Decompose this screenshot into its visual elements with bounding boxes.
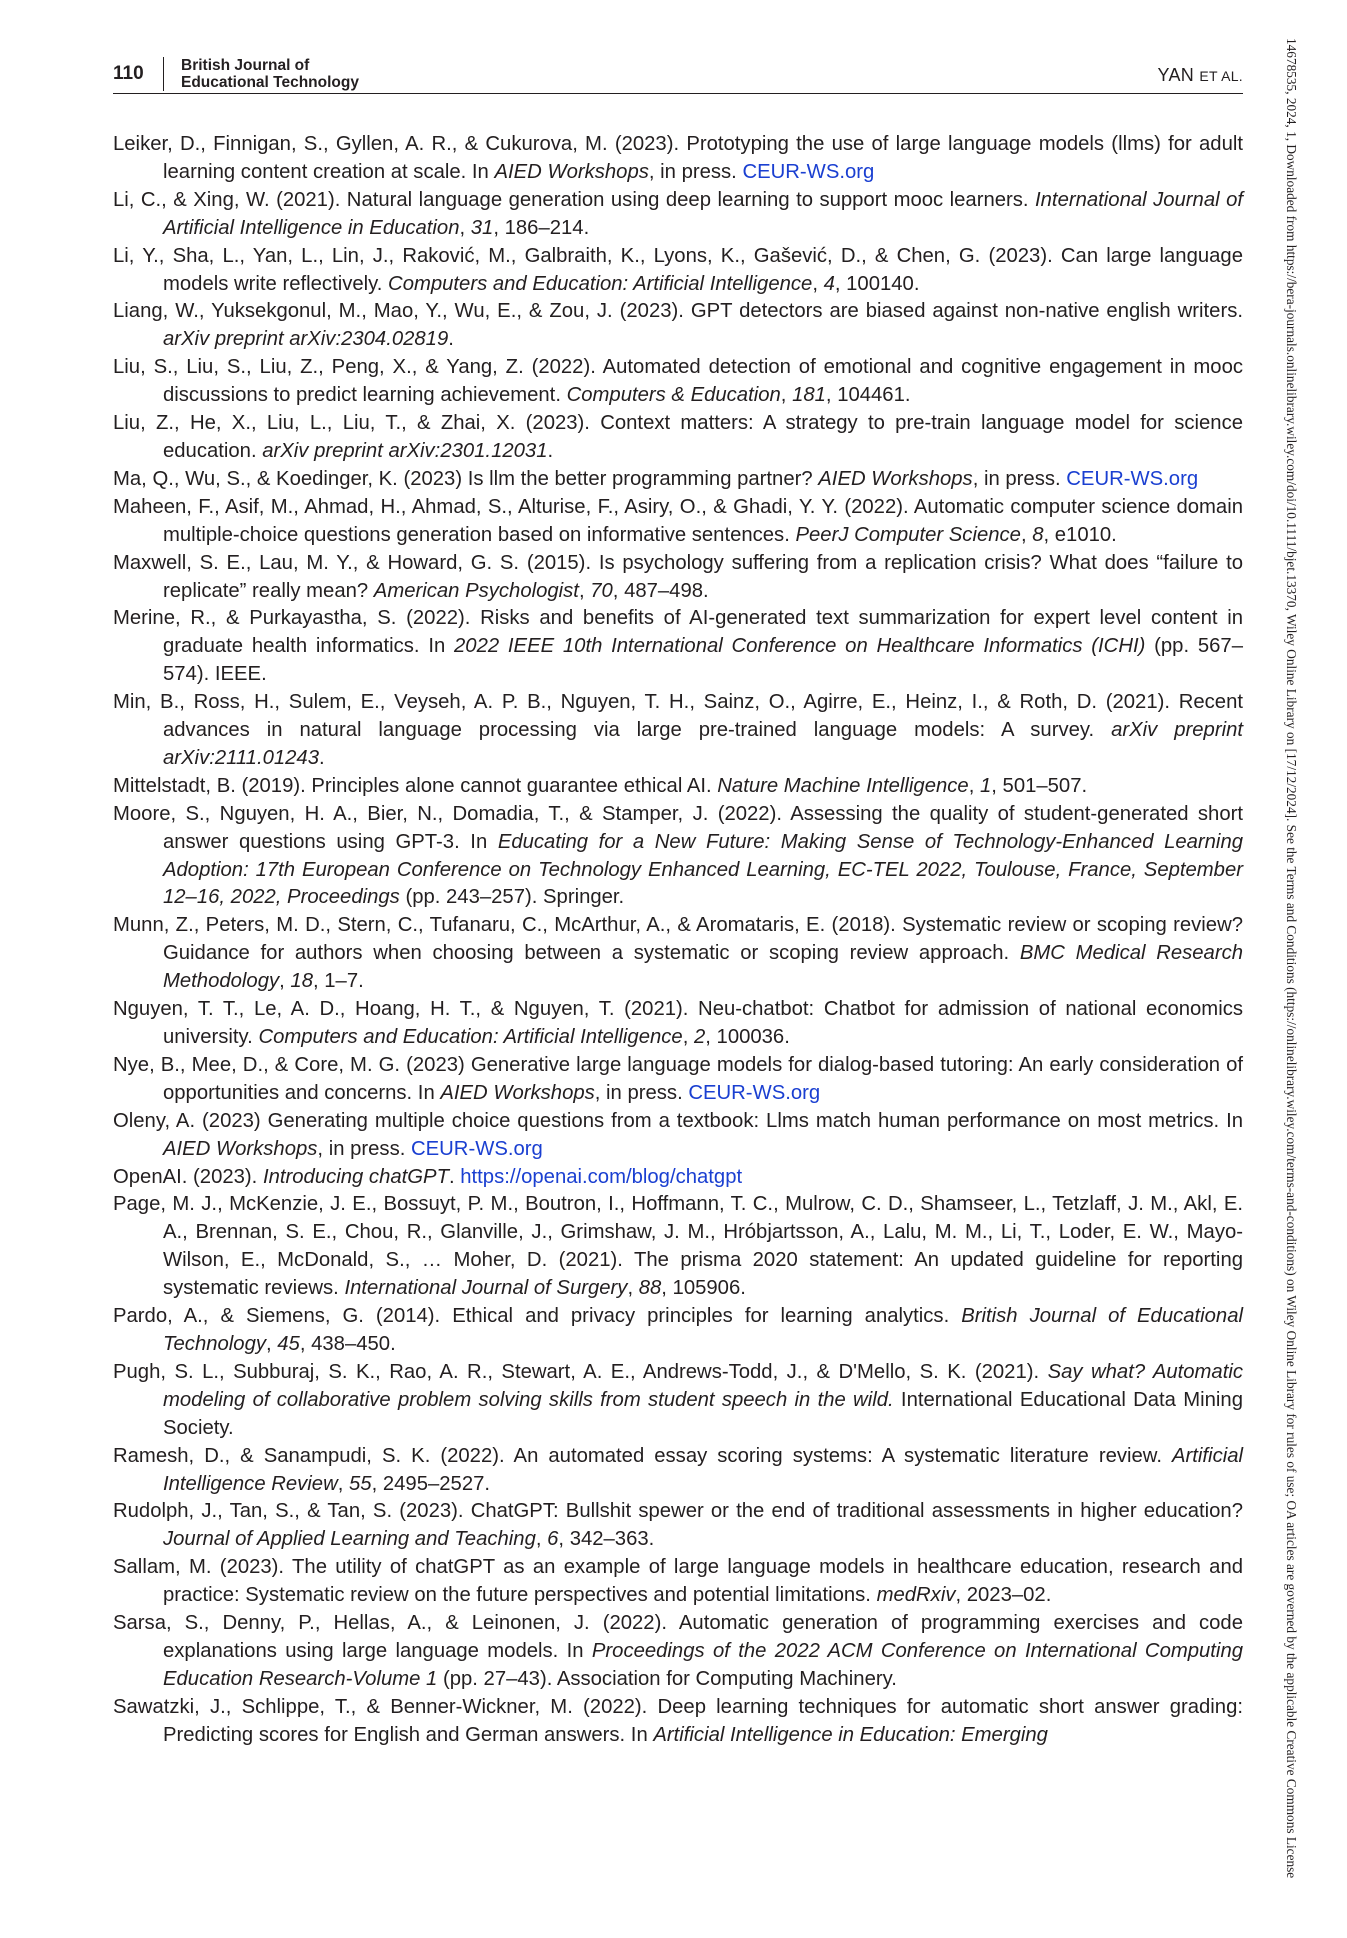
reference-entry	[113, 912, 1243, 996]
reference-italic-text: Introducing chatGPT	[262, 1165, 449, 1188]
reference-text: (pp. 567–574). IEEE.	[163, 635, 1243, 686]
reference-text: ,	[812, 272, 824, 295]
reference-text: Maxwell, S. E., Lau, M. Y., & Howard, G. S. (2015). Is psychology suffering from a replication crisis? What does “failure to replicate” really mean?	[113, 551, 1243, 602]
reference-entry	[113, 1610, 1243, 1694]
reference-text: ,	[627, 1277, 639, 1300]
reference-entry	[113, 1303, 1243, 1359]
reference-text: ,	[682, 1026, 694, 1048]
reference-italic-text: Computers and Education: Artificial Intelligence	[388, 272, 813, 295]
reference-entry	[113, 773, 1243, 801]
journal-title	[181, 57, 359, 91]
reference-italic-text: AIED Workshops	[818, 467, 973, 490]
reference-text: , 100036.	[705, 1026, 790, 1048]
reference-text: .	[547, 439, 554, 462]
reference-text: Ma, Q., Wu, S., & Koedinger, K. (2023) Is llm the better programming partner?	[113, 467, 819, 490]
reference-entry	[113, 354, 1243, 410]
reference-entry	[113, 996, 1243, 1052]
reference-text: ,	[459, 216, 471, 239]
reference-text: Sawatzki, J., Schlippe, T., & Benner-Wickner, M. (2022). Deep learning techniques for automatic short answer grading: Predicting scores for English and German answers. In	[113, 1695, 1243, 1746]
reference-italic-text: Artificial Intelligence Review	[163, 1444, 1243, 1495]
reference-text: ,	[578, 579, 591, 602]
reference-italic-text: BMC Medical Research Methodology	[163, 942, 1244, 993]
reference-text: , 487–498.	[612, 579, 709, 602]
reference-text: Pardo, A., & Siemens, G. (2014). Ethical and privacy principles for learning analytics.	[113, 1305, 962, 1328]
reference-text: , in press.	[648, 160, 743, 183]
reference-text: , 104461.	[825, 384, 911, 407]
reference-text: , e1010.	[1043, 523, 1117, 546]
reference-text: .	[318, 746, 325, 769]
reference-entry	[113, 1164, 1243, 1192]
reference-italic-text: 181	[792, 384, 826, 407]
reference-link[interactable]: CEUR-WS.org	[1066, 467, 1199, 490]
journal-title-line1: British Journal of	[181, 57, 310, 74]
reference-entry	[113, 605, 1243, 689]
reference-list	[113, 131, 1243, 1750]
reference-text: , 1–7.	[312, 970, 364, 993]
reference-text: , 105906.	[661, 1277, 746, 1300]
reference-italic-text: 2	[693, 1026, 706, 1048]
header-rule	[113, 93, 1243, 94]
reference-entry	[113, 1052, 1243, 1108]
reference-italic-text: British Journal of Educational Technology	[163, 1305, 1243, 1355]
reference-text: International Educational Data Mining Society.	[163, 1388, 1243, 1439]
reference-text: Maheen, F., Asif, M., Ahmad, H., Ahmad, S., Alturise, F., Asiry, O., & Ghadi, Y. Y. (2022). Automatic computer science domain multiple-choice questions generation based on informative sentences.	[113, 495, 1243, 546]
reference-entry	[113, 1443, 1243, 1499]
reference-italic-text: Proceedings of the 2022 ACM Conference on International Computing Education Research-Volume 1	[163, 1639, 1243, 1690]
reference-entry	[113, 187, 1243, 243]
reference-text: (pp. 27–43). Association for Computing Machinery.	[437, 1667, 897, 1690]
reference-text: Sallam, M. (2023). The utility of chatGPT as an example of large language models in healthcare education, research and practice: Systematic review on the future perspectives and potential limitations.	[113, 1556, 1243, 1607]
reference-entry	[113, 131, 1243, 187]
reference-italic-text: AIED Workshops	[494, 160, 649, 183]
reference-text: Oleny, A. (2023) Generating multiple choice questions from a textbook: Llms match human performance on most metrics. In	[113, 1109, 1243, 1132]
reference-text: , 2023–02.	[955, 1584, 1052, 1607]
reference-italic-text: medRxiv	[876, 1584, 956, 1607]
reference-text: OpenAI. (2023).	[113, 1165, 263, 1188]
reference-text: Pugh, S. L., Subburaj, S. K., Rao, A. R., Stewart, A. E., Andrews-Todd, J., & D'Mello, S. K. (2021).	[113, 1360, 1048, 1383]
reference-italic-text: 4	[823, 272, 835, 295]
reference-text: Rudolph, J., Tan, S., & Tan, S. (2023). ChatGPT: Bullshit spewer or the end of traditional assessments in higher education?	[113, 1500, 1243, 1523]
reference-italic-text: Say what? Automatic modeling of collaborative problem solving skills from student speech in the wild.	[163, 1360, 1243, 1411]
reference-italic-text: International Journal of Surgery	[344, 1277, 628, 1300]
reference-text: Sarsa, S., Denny, P., Hellas, A., & Leinonen, J. (2022). Automatic generation of programming exercises and code explanations using large language models. In	[113, 1612, 1243, 1662]
reference-italic-text: 55	[349, 1472, 372, 1495]
reference-italic-text: Artificial Intelligence in Education: Emerging	[653, 1723, 1048, 1746]
reference-text: Liu, Z., He, X., Liu, L., Liu, T., & Zhai, X. (2023). Context matters: A strategy to pre-train language model for science education.	[113, 412, 1243, 462]
reference-italic-text: 1	[979, 774, 992, 797]
reference-text: Liu, S., Liu, S., Liu, Z., Peng, X., & Yang, Z. (2022). Automated detection of emotional and cognitive engagement in mooc discussions to predict learning achievement.	[113, 356, 1243, 407]
reference-entry	[113, 466, 1243, 494]
reference-italic-text: 31	[470, 216, 494, 239]
reference-italic-text: arXiv preprint arXiv:2111.01243	[163, 719, 1244, 769]
reference-text: , 342–363.	[558, 1528, 655, 1551]
page-header	[113, 57, 1243, 97]
reference-italic-text: 70	[590, 579, 613, 602]
reference-italic-text: 18	[290, 970, 313, 993]
reference-text: , 501–507.	[991, 774, 1088, 797]
reference-italic-text: Computers & Education	[566, 384, 781, 407]
reference-text: Liang, W., Yuksekgonul, M., Mao, Y., Wu, E., & Zou, J. (2023). GPT detectors are biased against non-native english writers.	[113, 300, 1243, 323]
reference-text: , in press.	[317, 1137, 411, 1160]
reference-text: Min, B., Ross, H., Sulem, E., Veyseh, A. P. B., Nguyen, T. H., Sainz, O., Agirre, E., Heinz, I., & Roth, D. (2021). Recent advances in natural language processing via large pre-trained language models: A survey.	[113, 691, 1243, 742]
reference-text: Munn, Z., Peters, M. D., Stern, C., Tufanaru, C., McArthur, A., & Aromataris, E. (2018). Systematic review or scoping review? Guidance for authors when choosing between a systematic or scoping review approach.	[113, 914, 1243, 965]
reference-entry	[113, 1498, 1243, 1554]
download-sidebar: 14678535, 2024, 1, Downloaded from https://bera-journals.onlinelibrary.wiley.com/doi/10.1111/bjet.13370, Wiley Online Library on [17/12/2024]. See the Terms and Conditions (https://onlinelibrary.wiley.com/terms-and-conditions) on Wiley Online Library for rules of use; OA articles are governed by the applicable Creative Commons License	[1284, 38, 1299, 1879]
reference-text: , 100140.	[834, 272, 920, 295]
reference-text: ,	[780, 384, 793, 407]
reference-italic-text: arXiv preprint arXiv:2301.12031	[262, 439, 548, 462]
reference-italic-text: Journal of Applied Learning and Teaching	[163, 1528, 536, 1551]
reference-text: ,	[535, 1528, 548, 1551]
reference-italic-text: 45	[277, 1332, 300, 1355]
reference-link[interactable]: CEUR-WS.org	[688, 1081, 821, 1104]
reference-entry	[113, 1359, 1243, 1443]
reference-entry	[113, 801, 1243, 913]
reference-text: ,	[279, 970, 291, 993]
page-number: 110	[113, 63, 144, 84]
reference-text: , in press.	[972, 467, 1067, 490]
reference-text: .	[448, 328, 454, 351]
reference-link[interactable]: CEUR-WS.org	[742, 160, 875, 183]
reference-italic-text: American Psychologist	[373, 579, 579, 602]
reference-entry	[113, 298, 1243, 354]
reference-italic-text: 6	[547, 1528, 559, 1551]
running-author-suffix: ET AL.	[1199, 68, 1243, 84]
reference-italic-text: 88	[638, 1277, 662, 1300]
reference-entry	[113, 1694, 1243, 1750]
reference-italic-text: arXiv preprint arXiv:2304.02819	[163, 328, 449, 351]
reference-text: Ramesh, D., & Sanampudi, S. K. (2022). An automated essay scoring systems: A systematic literature review.	[113, 1444, 1172, 1467]
reference-text: , 2495–2527.	[371, 1472, 491, 1495]
reference-text: ,	[968, 774, 980, 797]
header-divider	[163, 57, 164, 91]
reference-text: ,	[337, 1472, 350, 1495]
reference-italic-text: Nature Machine Intelligence	[717, 774, 969, 797]
reference-entry	[113, 494, 1243, 550]
reference-entry	[113, 243, 1243, 299]
reference-text: .	[448, 1165, 461, 1188]
reference-text: Li, C., & Xing, W. (2021). Natural language generation using deep learning to support mooc learners.	[113, 188, 1036, 211]
reference-text: Li, Y., Sha, L., Yan, L., Lin, J., Raković, M., Galbraith, K., Lyons, K., Gašević, D., & Chen, G. (2023). Can large language models write reflectively.	[113, 244, 1243, 295]
reference-italic-text: AIED Workshops	[440, 1081, 595, 1104]
reference-entry	[113, 410, 1243, 466]
reference-entry	[113, 1191, 1243, 1303]
reference-text: (pp. 243–257). Springer.	[399, 886, 625, 909]
reference-italic-text: 2022 IEEE 10th International Conference on Healthcare Informatics (ICHI)	[454, 635, 1146, 658]
reference-text: ,	[1020, 523, 1033, 546]
reference-entry	[113, 689, 1243, 773]
running-author-name: YAN	[1157, 65, 1195, 85]
reference-text: Moore, S., Nguyen, H. A., Bier, N., Domadia, T., & Stamper, J. (2022). Assessing the quality of student-generated short answer questions using GPT-3. In	[113, 802, 1243, 853]
reference-text: Nguyen, T. T., Le, A. D., Hoang, H. T., & Nguyen, T. (2021). Neu-chatbot: Chatbot for admission of national economics university.	[113, 998, 1243, 1048]
reference-link[interactable]: https://openai.com/blog/chatgpt	[460, 1165, 743, 1188]
reference-italic-text: International Journal of Artificial Intelligence in Education	[163, 188, 1244, 239]
reference-entry	[113, 550, 1243, 606]
reference-italic-text: Educating for a New Future: Making Sense of Technology-Enhanced Learning Adoption: 17th European Conference on Technology Enhanced Learning, EC-TEL 2022, Toulouse, France, September 12–16, 2022, Proceedings	[163, 830, 1244, 909]
reference-text: Nye, B., Mee, D., & Core, M. G. (2023) Generative large language models for dialog-based tutoring: An early consideration of opportunities and concerns. In	[113, 1053, 1243, 1104]
reference-italic-text: AIED Workshops	[163, 1137, 318, 1160]
reference-text: , in press.	[594, 1081, 689, 1104]
reference-italic-text: 8	[1032, 523, 1044, 546]
reference-text: ,	[266, 1332, 278, 1355]
reference-entry	[113, 1554, 1243, 1610]
reference-text: , 438–450.	[299, 1332, 396, 1355]
reference-text: Merine, R., & Purkayastha, S. (2022). Risks and benefits of AI-generated text summarization for expert level content in graduate health informatics. In	[113, 607, 1243, 658]
reference-text: Page, M. J., McKenzie, J. E., Bossuyt, P. M., Boutron, I., Hoffmann, T. C., Mulrow, C. D., Shamseer, L., Tetzlaff, J. M., Akl, E. A., Brennan, S. E., Chou, R., Glanville, J., Grimshaw, J. M., Hróbjartsson, A., Lalu, M. M., Li, T., Loder, E. W., Mayo-Wilson, E., McDonald, S., … Moher, D. (2021). The prisma 2020 statement: An updated guideline for reporting systematic reviews.	[113, 1193, 1243, 1300]
running-author	[1158, 65, 1243, 86]
reference-italic-text: Computers and Education: Artificial Intelligence	[258, 1026, 683, 1048]
journal-title-line2: Educational Technology	[181, 74, 359, 91]
reference-text: Leiker, D., Finnigan, S., Gyllen, A. R., & Cukurova, M. (2023). Prototyping the use of large language models (llms) for adult learning content creation at scale. In	[113, 133, 1243, 183]
reference-italic-text: PeerJ Computer Science	[795, 523, 1021, 546]
reference-entry	[113, 1108, 1243, 1164]
reference-text: , 186–214.	[493, 216, 590, 239]
reference-text: Mittelstadt, B. (2019). Principles alone cannot guarantee ethical AI.	[113, 774, 718, 797]
reference-link[interactable]: CEUR-WS.org	[410, 1137, 543, 1160]
